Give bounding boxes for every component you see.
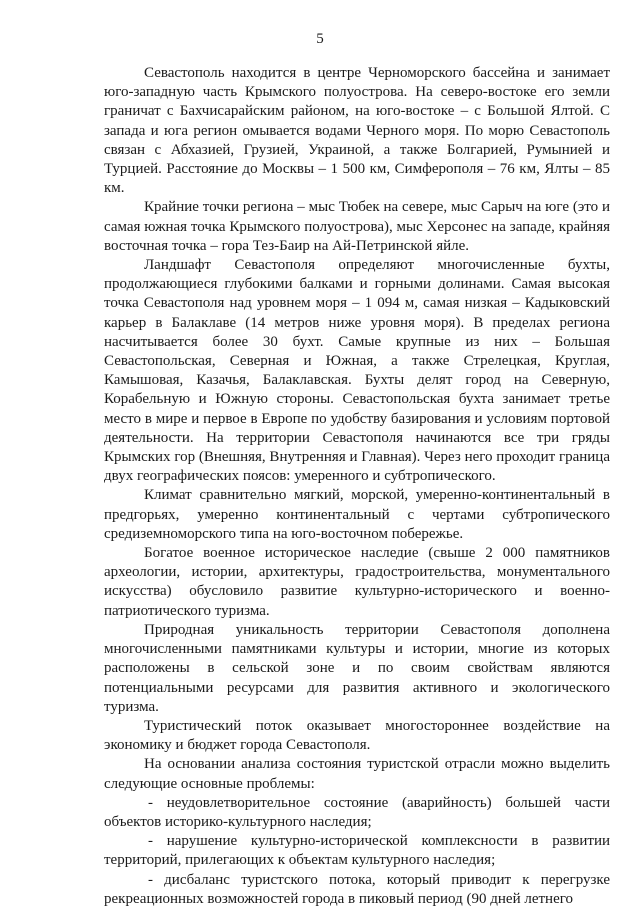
paragraph-natural-uniqueness: Природная уникальность территории Севастополя дополнена многочисленными памятниками культуры и истории, многие из которых расположены в сельской зоне и по своим свойствам являются потенциальными ресурсами для развития активного и экологического туризма. — [104, 621, 610, 715]
problem-list-item: - неудовлетворительное состояние (аварийность) большей части объектов историко-культурного наследия; — [104, 794, 610, 830]
paragraph-extreme-points: Крайние точки региона – мыс Тюбек на севере, мыс Сарыч на юге (это и самая южная точка Крымского полуострова), мыс Херсонес на западе, крайняя восточная точка – гора Тез-Баир на Ай-Петринской яйле. — [104, 199, 610, 254]
problem-list-item: - дисбаланс туристского потока, который приводит к перегрузке рекреационных возможностей города в пиковый период (90 дней летнего — [104, 871, 610, 907]
problem-list-item: - нарушение культурно-исторической комплексности в развитии территорий, прилегающих к объектам культурного наследия; — [104, 833, 610, 869]
paragraph-tourist-flow: Туристический поток оказывает многостороннее воздействие на экономику и бюджет города Севастополя. — [104, 717, 610, 754]
document-body — [104, 64, 610, 909]
paragraph-location: Севастополь находится в центре Черноморского бассейна и занимает юго-западную часть Крымского полуострова. На северо-востоке его земли граничат с Бахчисарайским районом, на юго-востоке – с Большой Ялтой. С запада и юга регион омывается водами Черного моря. По морю Севастополь связан с Абхазией, Грузией, Украиной, а также Болгарией, Румынией и Турцией. Расстояние до Москвы – 1 500 км, Симферополя – 76 км, Ялты – 85 км. — [104, 65, 610, 197]
paragraph-problems-intro: На основании анализа состояния туристской отрасли можно выделить следующие основные проблемы: — [104, 756, 610, 792]
paragraph-landscape: Ландшафт Севастополя определяют многочисленные бухты, продолжающиеся глубокими балками и горными долинами. Самая высокая точка Севастополя над уровнем моря – 1 094 м, самая низкая – Кадыковский карьер в Балаклаве (14 метров ниже уровня моря). В пределах региона насчитывается более 30 бухт. Самые крупные из них – Большая Севастопольская, Северная и Южная, а также Стрелецкая, Круглая, Камышовая, Казачья, Балаклавская. Бухты делят город на Северную, Корабельную и Южную стороны. Севастопольская бухта занимает третье место в мире и первое в Европе по удобству базирования и условиям портовой деятельности. На территории Севастополя начинаются все три гряды Крымских гор (Внешняя, Внутренняя и Главная). Через него проходит граница двух географических поясов: умеренного и субтропического. — [104, 257, 610, 485]
paragraph-heritage: Богатое военное историческое наследие (свыше 2 000 памятников археологии, истории, архитектуры, градостроительства, монументального искусства) обусловило развитие культурно-исторического и военно-патриотического туризма. — [104, 545, 610, 619]
paragraph-climate: Климат сравнительно мягкий, морской, умеренно-континентальный в предгорьях, умеренно континентальный с чертами субтропического средиземноморского типа на юго-восточном побережье. — [104, 487, 610, 542]
page-number: 5 — [316, 31, 324, 47]
